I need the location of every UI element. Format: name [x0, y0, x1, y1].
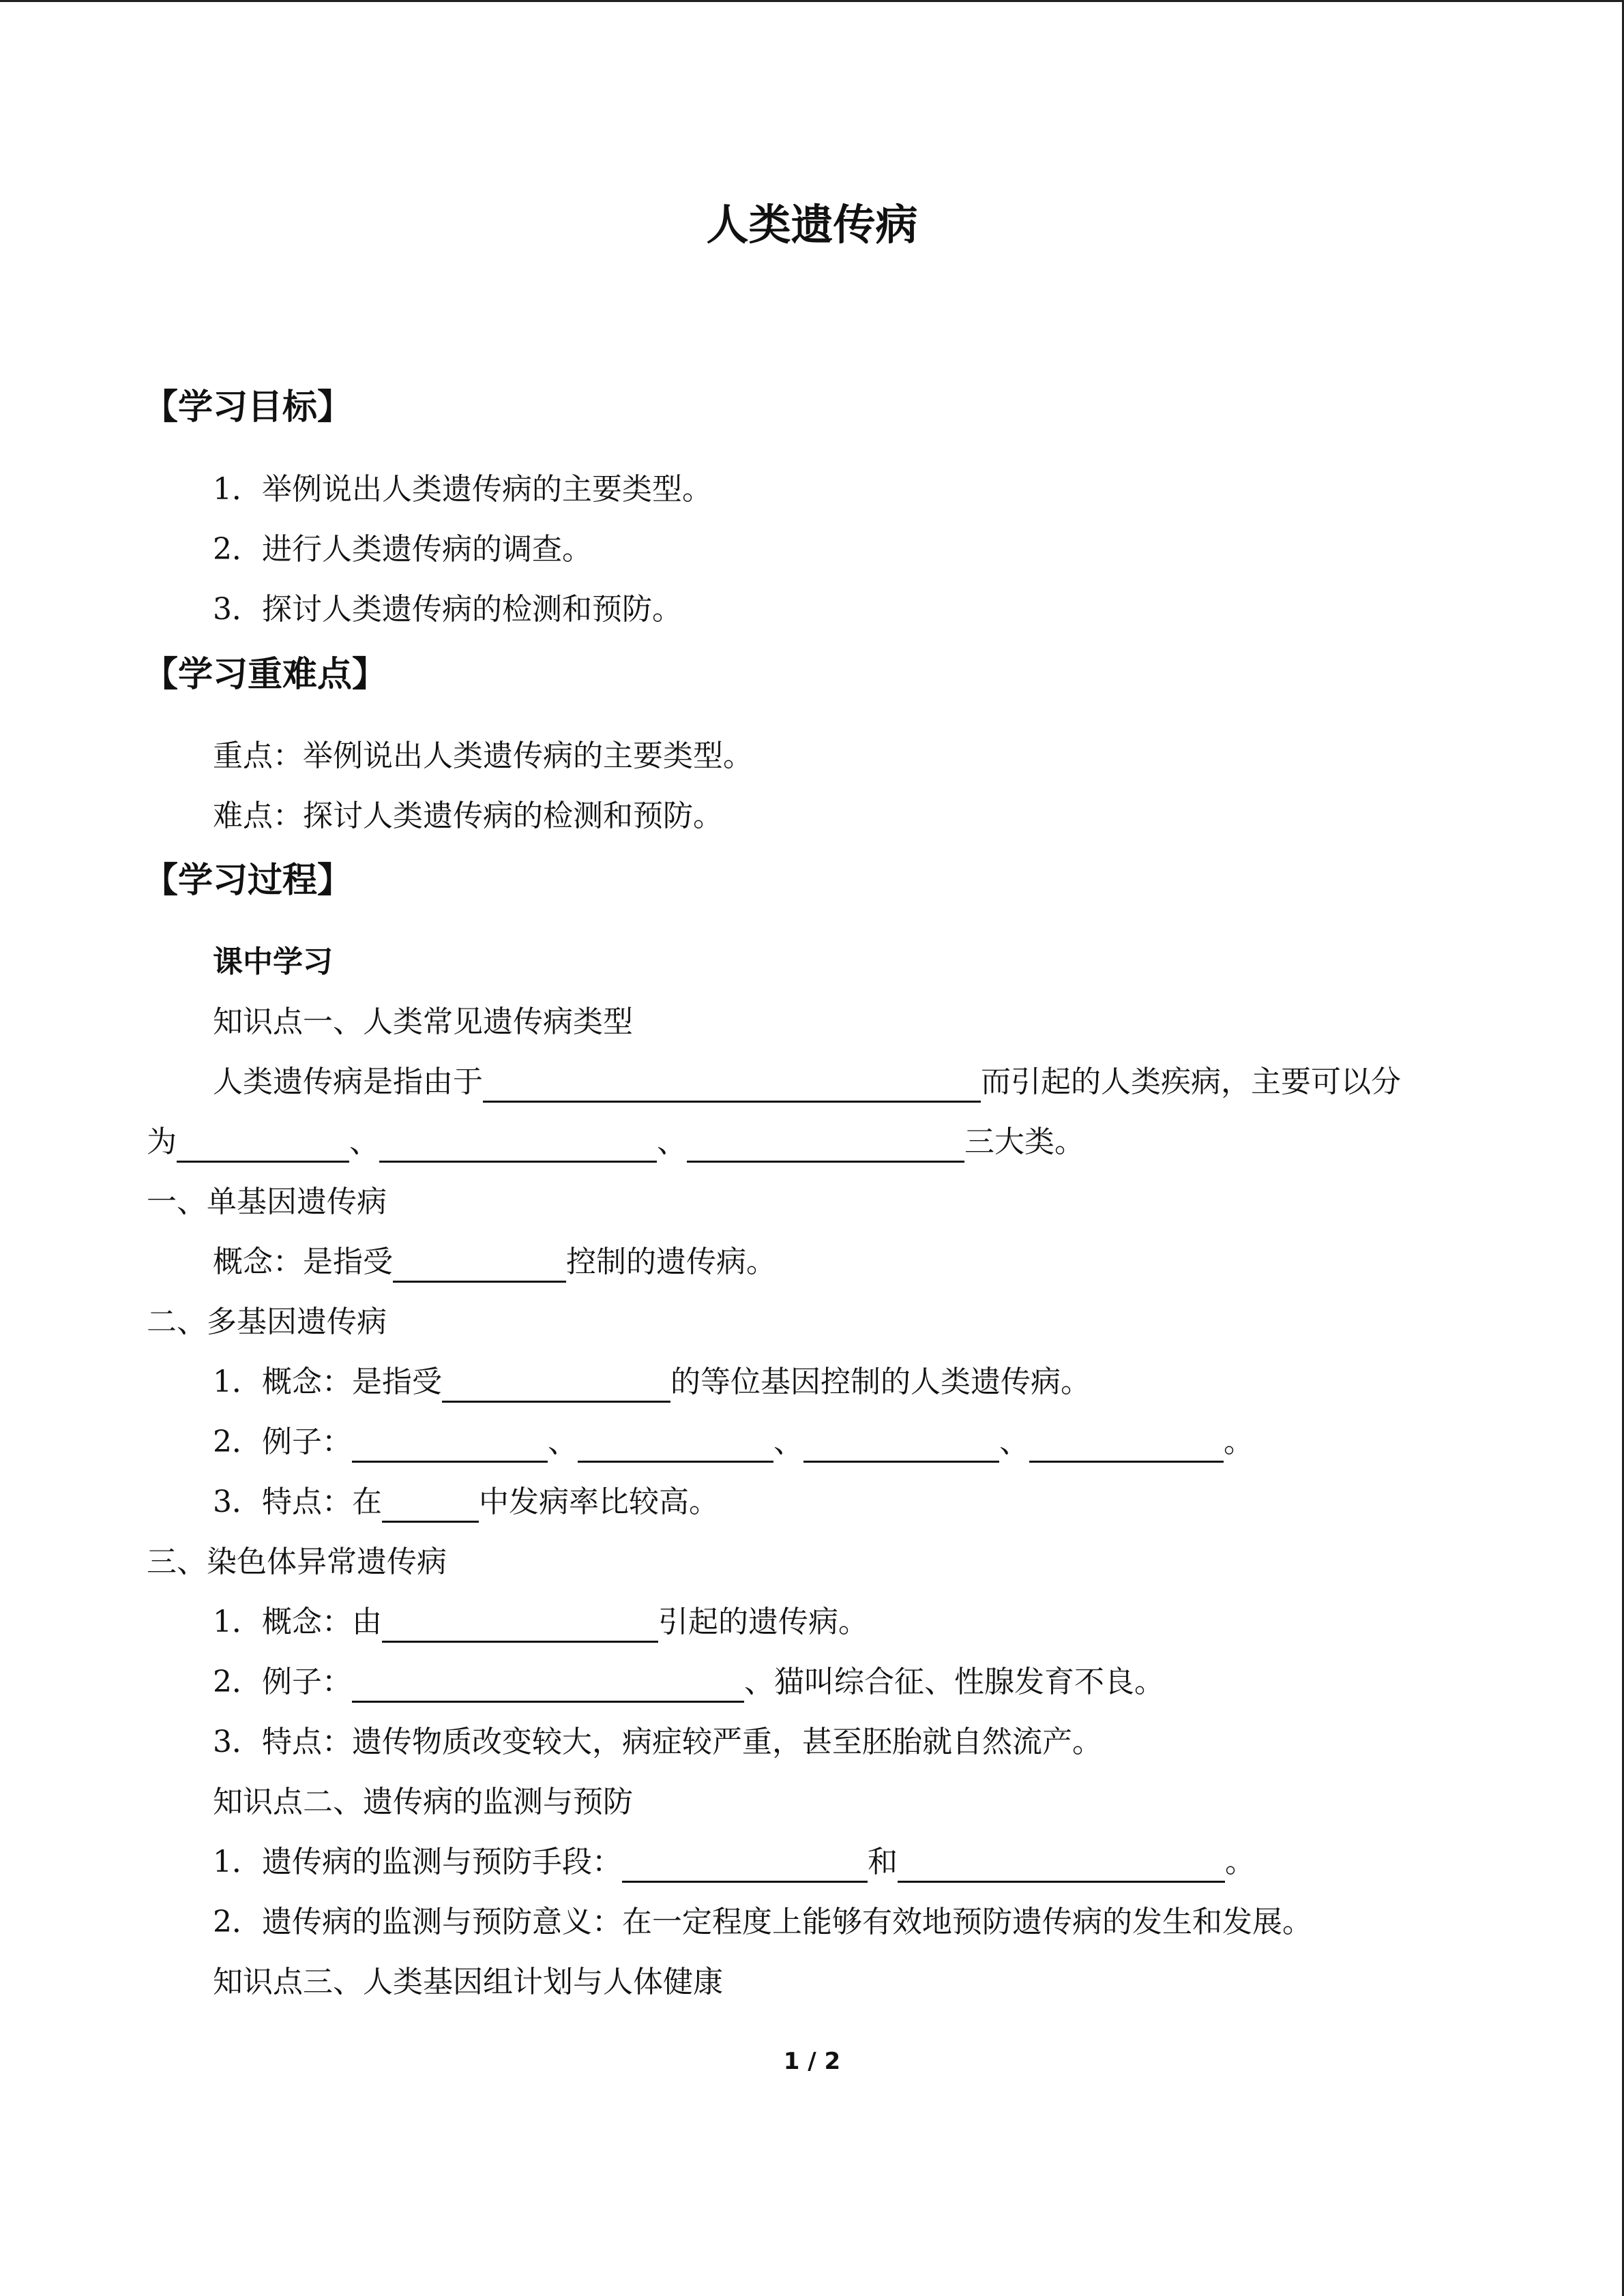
blank-example-2[interactable]	[578, 1427, 773, 1463]
section-single-gene: 一、单基因遗传病	[147, 1184, 387, 1219]
polygenic-concept-a: 1．概念：是指受	[213, 1365, 442, 1399]
chromosomal-concept-b: 引起的遗传病。	[658, 1605, 868, 1639]
subheading-in-class: 课中学习	[213, 944, 333, 979]
chromosomal-concept-a: 1．概念：由	[213, 1605, 382, 1639]
section-heading-goals: 【学习目标】	[143, 387, 353, 428]
goal-item-1: 1．举例说出人类遗传病的主要类型。	[213, 472, 712, 507]
section-chromosomal: 三、染色体异常遗传病	[147, 1545, 447, 1579]
separator: 、	[548, 1425, 578, 1459]
polygenic-examples	[213, 1422, 1254, 1463]
blank-means-1[interactable]	[622, 1847, 868, 1883]
section-heading-process: 【学习过程】	[143, 861, 353, 901]
goal-item-2: 2．进行人类遗传病的调查。	[213, 532, 592, 567]
blank-chromosomal-example[interactable]	[352, 1667, 744, 1703]
definition-text-d: 三大类。	[964, 1124, 1084, 1159]
polygenic-concept-b: 的等位基因控制的人类遗传病。	[670, 1365, 1091, 1399]
separator: 、	[773, 1425, 803, 1459]
monitoring-means	[213, 1842, 1255, 1883]
definition-line	[213, 1062, 1401, 1103]
single-gene-concept-b: 控制的遗传病。	[566, 1244, 776, 1279]
key-point-important: 重点：举例说出人类遗传病的主要类型。	[213, 739, 753, 773]
blank-category-3[interactable]	[687, 1127, 964, 1163]
blank-single-gene[interactable]	[393, 1247, 566, 1283]
monitoring-meaning: 2．遗传病的监测与预防意义：在一定程度上能够有效地预防遗传病的发生和发展。	[213, 1905, 1312, 1939]
polygenic-concept	[213, 1362, 1091, 1403]
chromosomal-examples-label: 2．例子：	[213, 1665, 352, 1699]
page-title: 人类遗传病	[706, 200, 918, 250]
blank-means-2[interactable]	[898, 1847, 1225, 1883]
knowledge-point-2: 知识点二、遗传病的监测与预防	[213, 1785, 633, 1819]
polygenic-feature-b: 中发病率比较高。	[479, 1485, 719, 1519]
definition-text-c: 为	[147, 1124, 177, 1159]
section-polygenic: 二、多基因遗传病	[147, 1304, 387, 1339]
blank-example-4[interactable]	[1029, 1427, 1224, 1463]
definition-text-a: 人类遗传病是指由于	[213, 1064, 483, 1099]
chromosomal-examples-rest: 、猫叫综合征、性腺发育不良。	[744, 1665, 1164, 1699]
definition-text-b: 而引起的人类疾病，主要可以分	[981, 1064, 1401, 1099]
single-gene-concept-a: 概念：是指受	[213, 1244, 393, 1279]
definition-categories-line	[147, 1122, 1084, 1163]
separator: 、	[657, 1124, 687, 1159]
blank-example-1[interactable]	[352, 1427, 548, 1463]
blank-category-2[interactable]	[379, 1127, 657, 1163]
chromosomal-examples	[213, 1662, 1164, 1703]
blank-cause[interactable]	[483, 1067, 981, 1103]
chromosomal-feature: 3．特点：遗传物质改变较大，病症较严重，甚至胚胎就自然流产。	[213, 1725, 1102, 1759]
goal-item-3: 3．探讨人类遗传病的检测和预防。	[213, 592, 682, 627]
knowledge-point-3: 知识点三、人类基因组计划与人体健康	[213, 1965, 723, 1999]
section-heading-key-points: 【学习重难点】	[143, 655, 387, 695]
polygenic-examples-label: 2．例子：	[213, 1425, 352, 1459]
blank-polygenic[interactable]	[442, 1367, 670, 1403]
polygenic-feature-a: 3．特点：在	[213, 1485, 382, 1519]
blank-chromosomal[interactable]	[382, 1607, 658, 1643]
polygenic-examples-end: 。	[1224, 1425, 1254, 1459]
monitoring-means-and: 和	[868, 1845, 898, 1879]
blank-category-1[interactable]	[177, 1127, 349, 1163]
separator: 、	[999, 1425, 1029, 1459]
blank-example-3[interactable]	[803, 1427, 999, 1463]
key-point-difficult: 难点：探讨人类遗传病的检测和预防。	[213, 799, 723, 833]
page-border-top	[0, 0, 1624, 2]
blank-population[interactable]	[382, 1487, 479, 1523]
single-gene-concept	[213, 1242, 776, 1283]
monitoring-means-end: 。	[1225, 1845, 1255, 1879]
page-number: 1 / 2	[783, 2048, 841, 2075]
separator: 、	[349, 1124, 379, 1159]
monitoring-means-label: 1．遗传病的监测与预防手段：	[213, 1845, 622, 1879]
polygenic-feature	[213, 1482, 719, 1523]
chromosomal-concept	[213, 1602, 868, 1643]
knowledge-point-1: 知识点一、人类常见遗传病类型	[213, 1004, 633, 1039]
